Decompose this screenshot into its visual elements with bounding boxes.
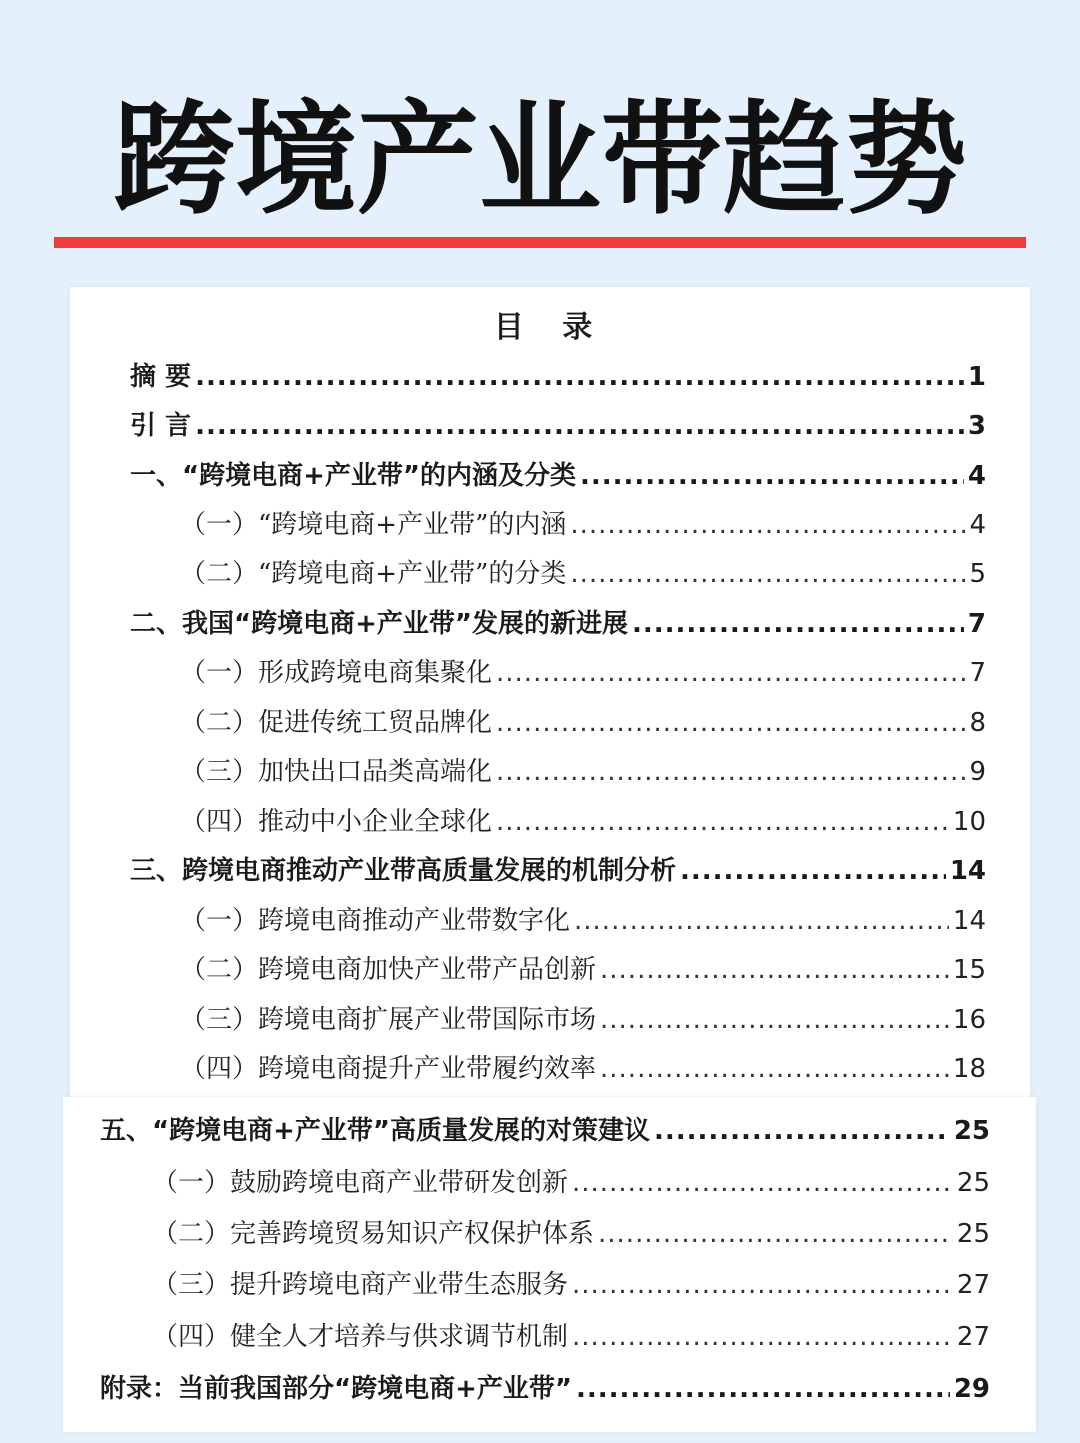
leader-dots xyxy=(195,362,964,392)
toc-entry-label: （三）提升跨境电商产业带生态服务 xyxy=(152,1270,569,1300)
toc-entry[interactable] xyxy=(180,652,986,692)
toc-entry[interactable] xyxy=(152,1264,990,1304)
toc-entry-label: （二）促进传统工贸品牌化 xyxy=(180,708,493,738)
leader-dots xyxy=(580,461,964,491)
toc-entry-label: （三）加快出口品类高端化 xyxy=(180,757,493,787)
toc-entry-page: 8 xyxy=(969,708,986,738)
title-underline xyxy=(54,237,1026,248)
toc-entry-label: 二、我国“跨境电商+产业带”发展的新进展 xyxy=(130,609,628,639)
leader-dots xyxy=(598,1219,953,1249)
toc-entry-label: 五、“跨境电商+产业带”高质量发展的对策建议 xyxy=(100,1116,650,1146)
toc-entry[interactable] xyxy=(180,999,986,1039)
toc-entry-label: （二）跨境电商加快产业带产品创新 xyxy=(180,955,597,985)
toc-entry-page: 15 xyxy=(952,955,986,985)
toc-entry-page: 27 xyxy=(956,1322,990,1352)
toc-entry[interactable] xyxy=(130,603,986,643)
toc-entry[interactable] xyxy=(130,455,986,495)
leader-dots xyxy=(496,757,965,787)
toc-entry-page: 7 xyxy=(969,658,986,688)
leader-dots xyxy=(654,1116,950,1146)
toc-entry[interactable] xyxy=(180,504,986,544)
toc-entry[interactable] xyxy=(180,751,986,791)
toc-entry-page: 25 xyxy=(956,1168,990,1198)
toc-entry-page: 10 xyxy=(952,807,986,837)
toc-entry-label: （二）“跨境电商+产业带”的分类 xyxy=(180,559,567,589)
toc-entry-page: 16 xyxy=(952,1005,986,1035)
toc-entry[interactable] xyxy=(180,900,986,940)
toc-entry-label: （二）完善跨境贸易知识产权保护体系 xyxy=(152,1219,595,1249)
toc-entry[interactable] xyxy=(180,949,986,989)
toc-entry[interactable] xyxy=(180,702,986,742)
leader-dots xyxy=(195,411,964,441)
toc-entry[interactable] xyxy=(180,801,986,841)
leader-dots xyxy=(600,1054,949,1084)
toc-entry-page: 27 xyxy=(956,1270,990,1300)
toc-entry-label: 附录：当前我国部分“跨境电商+产业带” xyxy=(100,1374,572,1404)
toc-entry[interactable] xyxy=(100,1368,990,1408)
toc-entry-page: 5 xyxy=(969,559,986,589)
toc-entry-page: 4 xyxy=(967,461,986,491)
leader-dots xyxy=(570,559,965,589)
toc-entry[interactable] xyxy=(180,553,986,593)
leader-dots xyxy=(496,658,965,688)
leader-dots xyxy=(496,807,949,837)
toc-entry[interactable] xyxy=(152,1162,990,1202)
toc-entry-page: 7 xyxy=(967,609,986,639)
toc-entry[interactable] xyxy=(152,1316,990,1356)
toc-entry[interactable] xyxy=(130,850,986,890)
toc-entry-label: 三、跨境电商推动产业带高质量发展的机制分析 xyxy=(130,856,677,886)
leader-dots xyxy=(680,856,946,886)
toc-entry-page: 4 xyxy=(969,510,986,540)
toc-entry-page: 29 xyxy=(953,1374,990,1404)
toc-entry-page: 25 xyxy=(953,1116,990,1146)
leader-dots xyxy=(600,1005,949,1035)
leader-dots xyxy=(632,609,964,639)
toc-entry-page: 9 xyxy=(969,757,986,787)
toc-entry-label: （四）跨境电商提升产业带履约效率 xyxy=(180,1054,597,1084)
leader-dots xyxy=(570,510,965,540)
toc-entry-page: 3 xyxy=(967,411,986,441)
toc-entry-page: 14 xyxy=(949,856,986,886)
leader-dots xyxy=(574,906,949,936)
toc-entry-label: （一）鼓励跨境电商产业带研发创新 xyxy=(152,1168,569,1198)
leader-dots xyxy=(600,955,949,985)
toc-entry-label: （一）“跨境电商+产业带”的内涵 xyxy=(180,510,567,540)
leader-dots xyxy=(576,1374,950,1404)
toc-entry-label: （三）跨境电商扩展产业带国际市场 xyxy=(180,1005,597,1035)
toc-entry-page: 18 xyxy=(952,1054,986,1084)
toc-entry-label: （一）跨境电商推动产业带数字化 xyxy=(180,906,571,936)
toc-entry-label: 摘 要 xyxy=(130,362,192,392)
toc-entry-label: 引 言 xyxy=(130,411,192,441)
toc-entry[interactable] xyxy=(100,1110,990,1150)
toc-heading: 目 录 xyxy=(493,310,607,345)
toc-entry[interactable] xyxy=(180,1048,986,1088)
toc-entry-label: （四）健全人才培养与供求调节机制 xyxy=(152,1322,569,1352)
toc-entry-label: （四）推动中小企业全球化 xyxy=(180,807,493,837)
toc-entry-label: （一）形成跨境电商集聚化 xyxy=(180,658,493,688)
toc-entry[interactable] xyxy=(152,1213,990,1253)
toc-entry[interactable] xyxy=(130,405,986,445)
toc-entry[interactable] xyxy=(130,356,986,396)
toc-entry-page: 14 xyxy=(952,906,986,936)
page-title: 跨境产业带趋势 xyxy=(113,89,967,231)
leader-dots xyxy=(572,1270,953,1300)
leader-dots xyxy=(572,1168,953,1198)
leader-dots xyxy=(496,708,965,738)
toc-entry-label: 一、“跨境电商+产业带”的内涵及分类 xyxy=(130,461,576,491)
toc-entry-page: 25 xyxy=(956,1219,990,1249)
toc-entry-page: 1 xyxy=(967,362,986,392)
leader-dots xyxy=(572,1322,953,1352)
